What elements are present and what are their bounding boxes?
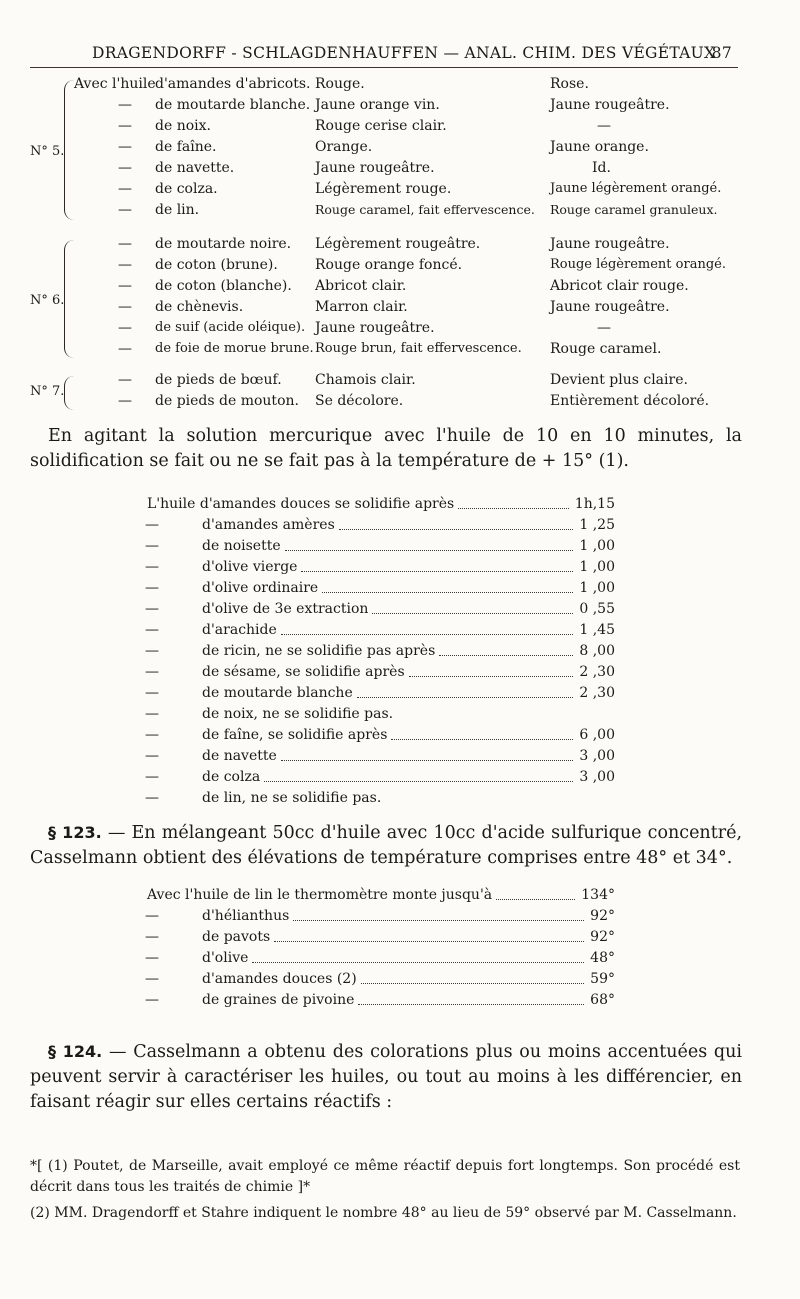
table-row <box>145 622 615 643</box>
row-dash: — <box>145 929 159 945</box>
row-label: de noix, ne se solidifie pas. <box>202 706 394 722</box>
color-reaction-2: Entièrement décoloré. <box>550 393 710 409</box>
row-label: de sésame, se solidifie après <box>202 664 405 680</box>
row-value: 1 ,00 <box>579 559 615 575</box>
oil-name: de coton (blanche). <box>155 278 292 294</box>
oil-name: de moutarde blanche. <box>155 97 311 113</box>
color-reaction-2: Id. <box>592 160 611 176</box>
color-reaction-2: Devient plus claire. <box>550 372 688 388</box>
row-label: d'olive de 3e extraction <box>202 601 369 617</box>
dot-leader <box>358 992 584 1005</box>
dot-leader <box>409 664 573 677</box>
dot-leader <box>361 971 584 984</box>
reaction-row <box>30 320 740 341</box>
reaction-row <box>30 257 740 278</box>
dot-leader <box>458 496 569 509</box>
footnotes <box>30 1156 740 1229</box>
dot-leader <box>281 748 573 761</box>
row-prefix: — <box>118 257 132 273</box>
color-reaction-1: Jaune orange vin. <box>315 97 440 113</box>
row-dash: — <box>145 950 159 966</box>
color-reaction-2: Rose. <box>550 76 589 92</box>
color-reaction-2: Rouge légèrement orangé. <box>550 257 726 272</box>
oil-name: de navette. <box>155 160 235 176</box>
row-dash: — <box>145 664 159 680</box>
color-reaction-1: Rouge orange foncé. <box>315 257 463 273</box>
reaction-row <box>30 76 740 97</box>
reaction-group-7 <box>30 372 740 416</box>
reaction-row <box>30 202 740 223</box>
header-rule <box>30 67 738 68</box>
row-prefix: — <box>118 202 132 218</box>
color-reaction-2: — <box>597 118 611 134</box>
color-reaction-1: Marron clair. <box>315 299 408 315</box>
row-prefix: — <box>118 393 132 409</box>
dot-leader <box>322 580 573 593</box>
reaction-group-5 <box>30 76 740 226</box>
color-reaction-2: Jaune rougeâtre. <box>550 97 670 113</box>
row-value: 2 ,30 <box>579 685 615 701</box>
oil-name: de colza. <box>155 181 218 197</box>
table-row <box>145 559 615 580</box>
row-dash: — <box>145 727 159 743</box>
row-dash: — <box>145 971 159 987</box>
color-reaction-1: Chamois clair. <box>315 372 416 388</box>
row-dash: — <box>145 622 159 638</box>
color-reaction-1: Se décolore. <box>315 393 404 409</box>
oil-name: de coton (brune). <box>155 257 278 273</box>
row-label: d'amandes amères <box>202 517 335 533</box>
dot-leader <box>252 950 584 963</box>
row-dash: — <box>145 517 159 533</box>
row-label: d'amandes douces (2) <box>202 971 357 987</box>
color-reaction-1: Rouge caramel, fait effervescence. <box>315 202 535 217</box>
oil-name: de noix. <box>155 118 211 134</box>
dot-leader <box>285 538 573 551</box>
row-dash: — <box>145 908 159 924</box>
dot-leader <box>301 559 573 572</box>
row-label: d'hélianthus <box>202 908 290 924</box>
group-label: N° 5. <box>30 144 65 159</box>
oil-name: de suif (acide oléique). <box>155 320 306 335</box>
row-value: 0 ,55 <box>579 601 615 617</box>
row-prefix: — <box>118 139 132 155</box>
oil-name: d'amandes d'abricots. <box>155 76 311 92</box>
table-row <box>145 950 615 971</box>
reaction-row <box>30 299 740 320</box>
oil-name: de moutarde noire. <box>155 236 292 252</box>
solidification-table <box>145 496 615 811</box>
color-reaction-1: Rouge. <box>315 76 365 92</box>
color-reaction-2: Rouge caramel. <box>550 341 662 357</box>
row-dash: — <box>145 769 159 785</box>
dot-leader <box>264 769 573 782</box>
row-value: 92° <box>590 908 615 924</box>
color-reaction-1: Rouge brun, fait effervescence. <box>315 341 522 356</box>
color-reaction-2: Rouge caramel granuleux. <box>550 202 718 217</box>
table-row <box>145 790 615 811</box>
row-prefix: — <box>118 181 132 197</box>
row-value: 6 ,00 <box>579 727 615 743</box>
row-dash: — <box>145 685 159 701</box>
dot-leader <box>357 685 573 698</box>
reaction-row <box>30 139 740 160</box>
oil-name: de faîne. <box>155 139 217 155</box>
table-row <box>145 748 615 769</box>
row-value: 59° <box>590 971 615 987</box>
oil-name: de chènevis. <box>155 299 244 315</box>
color-reaction-1: Jaune rougeâtre. <box>315 320 435 336</box>
color-reaction-2: — <box>597 320 611 336</box>
row-label: de ricin, ne se solidifie pas après <box>202 643 436 659</box>
paragraph-text: En agitant la solution mercurique avec l'huile de 10 en 10 minutes, la solidification se fait ou ne se fait pas à la température de + 15° (1). <box>30 426 742 471</box>
row-prefix: — <box>118 320 132 336</box>
section-number: § 124. <box>48 1042 103 1061</box>
row-label: d'olive ordinaire <box>202 580 319 596</box>
row-label: de noisette <box>202 538 281 554</box>
color-reaction-1: Orange. <box>315 139 373 155</box>
row-value: 68° <box>590 992 615 1008</box>
row-dash: — <box>145 601 159 617</box>
reaction-row <box>30 118 740 139</box>
row-value: 8 ,00 <box>579 643 615 659</box>
table-row <box>145 496 615 517</box>
oil-name: de pieds de mouton. <box>155 393 299 409</box>
reaction-row <box>30 393 740 414</box>
dot-leader <box>274 929 584 942</box>
row-label: de graines de pivoine <box>202 992 355 1008</box>
temperature-table <box>145 887 615 1013</box>
reaction-row <box>30 372 740 393</box>
color-reaction-1: Rouge cerise clair. <box>315 118 447 134</box>
section-124 <box>30 1039 742 1115</box>
row-dash: — <box>145 748 159 764</box>
row-prefix: — <box>118 372 132 388</box>
color-reaction-1: Jaune rougeâtre. <box>315 160 435 176</box>
row-value: 1 ,00 <box>579 580 615 596</box>
row-prefix: — <box>118 341 132 357</box>
group-label: N° 6. <box>30 293 65 308</box>
color-reaction-2: Jaune légèrement orangé. <box>550 181 722 196</box>
section-123-text <box>30 820 742 871</box>
reaction-group-6 <box>30 236 740 366</box>
row-prefix: — <box>118 160 132 176</box>
footnote-1: *[ (1) Poutet, de Marseille, avait employé ce même réactif depuis fort longtemps. Son procédé est décrit dans tous les traités de chimie ]* <box>30 1158 740 1195</box>
row-value: 3 ,00 <box>579 748 615 764</box>
color-reaction-1: Légèrement rouge. <box>315 181 452 197</box>
color-reaction-2: Jaune rougeâtre. <box>550 236 670 252</box>
section-123 <box>30 820 742 871</box>
reaction-row <box>30 278 740 299</box>
color-reaction-2: Jaune rougeâtre. <box>550 299 670 315</box>
table-row <box>145 664 615 685</box>
dot-leader <box>339 517 573 530</box>
dot-leader <box>293 908 584 921</box>
dot-leader <box>439 643 573 656</box>
table-row <box>145 727 615 748</box>
table-row <box>145 580 615 601</box>
oil-name: de lin. <box>155 202 200 218</box>
row-label: de pavots <box>202 929 271 945</box>
row-value: 1 ,25 <box>579 517 615 533</box>
section-number: § 123. <box>48 823 102 842</box>
row-label: de colza <box>202 769 261 785</box>
dot-leader <box>391 727 573 740</box>
row-label: Avec l'huile de lin le thermomètre monte jusqu'à <box>147 887 493 903</box>
row-value: 48° <box>590 950 615 966</box>
section-body: — En mélangeant 50cc d'huile avec 10cc d'acide sulfurique concentré, Casselmann obtient des élévations de température comprises entre 48° et 34°. <box>30 823 743 868</box>
color-reaction-2: Abricot clair rouge. <box>550 278 689 294</box>
oil-name: de foie de morue brune. <box>155 341 314 356</box>
table-row <box>145 908 615 929</box>
row-value: 134° <box>581 887 615 903</box>
table-row <box>145 706 615 727</box>
row-dash: — <box>145 790 159 806</box>
reaction-row <box>30 97 740 118</box>
table-row <box>145 685 615 706</box>
paragraph-solidification <box>30 424 742 474</box>
row-value: 1 ,45 <box>579 622 615 638</box>
row-prefix: — <box>118 118 132 134</box>
row-dash: — <box>145 580 159 596</box>
row-prefix: Avec l'huile <box>74 76 156 92</box>
table-row <box>145 538 615 559</box>
footnote-2: (2) MM. Dragendorff et Stahre indiquent le nombre 48° au lieu de 59° observé par M. Casselmann. <box>30 1205 737 1221</box>
color-reaction-1: Légèrement rougeâtre. <box>315 236 481 252</box>
table-row <box>145 971 615 992</box>
table-row <box>145 769 615 790</box>
table-row <box>145 929 615 950</box>
row-prefix: — <box>118 278 132 294</box>
row-label: de moutarde blanche <box>202 685 353 701</box>
section-body: — Casselmann a obtenu des colorations plus ou moins accentuées qui peuvent servir à caractériser les huiles, ou tout au moins à les différencier, en faisant réagir sur elles certains réactifs : <box>30 1042 742 1112</box>
reaction-row <box>30 341 740 362</box>
group-label: N° 7. <box>30 384 65 399</box>
dot-leader <box>281 622 573 635</box>
table-row <box>145 992 615 1013</box>
table-row <box>145 601 615 622</box>
dot-leader <box>496 887 575 900</box>
header-title: DRAGENDORFF - SCHLAGDENHAUFFEN — ANAL. CHIM. DES VÉGÉTAUX <box>92 44 716 62</box>
table-row <box>145 887 615 908</box>
row-label: d'arachide <box>202 622 277 638</box>
row-dash: — <box>145 538 159 554</box>
row-value: 2 ,30 <box>579 664 615 680</box>
reaction-row <box>30 236 740 257</box>
row-prefix: — <box>118 97 132 113</box>
row-label: de navette <box>202 748 277 764</box>
row-value: 1h,15 <box>574 496 615 512</box>
row-label: de lin, ne se solidifie pas. <box>202 790 382 806</box>
row-value: 3 ,00 <box>579 769 615 785</box>
table-row <box>145 643 615 664</box>
row-label: d'olive vierge <box>202 559 298 575</box>
row-prefix: — <box>118 236 132 252</box>
row-label: de faîne, se solidifie après <box>202 727 388 743</box>
row-value: 92° <box>590 929 615 945</box>
dot-leader <box>372 601 573 614</box>
table-row <box>145 517 615 538</box>
color-reaction-2: Jaune orange. <box>550 139 649 155</box>
oil-name: de pieds de bœuf. <box>155 372 282 388</box>
row-label: d'olive <box>202 950 249 966</box>
row-dash: — <box>145 992 159 1008</box>
row-dash: — <box>145 643 159 659</box>
color-reaction-1: Abricot clair. <box>315 278 407 294</box>
row-label: L'huile d'amandes douces se solidifie après <box>147 496 455 512</box>
row-dash: — <box>145 559 159 575</box>
running-header <box>92 44 732 66</box>
row-prefix: — <box>118 299 132 315</box>
row-dash: — <box>145 706 159 722</box>
page-number: 87 <box>711 44 732 62</box>
reaction-row <box>30 181 740 202</box>
reaction-row <box>30 160 740 181</box>
row-value: 1 ,00 <box>579 538 615 554</box>
section-124-text <box>30 1039 742 1115</box>
